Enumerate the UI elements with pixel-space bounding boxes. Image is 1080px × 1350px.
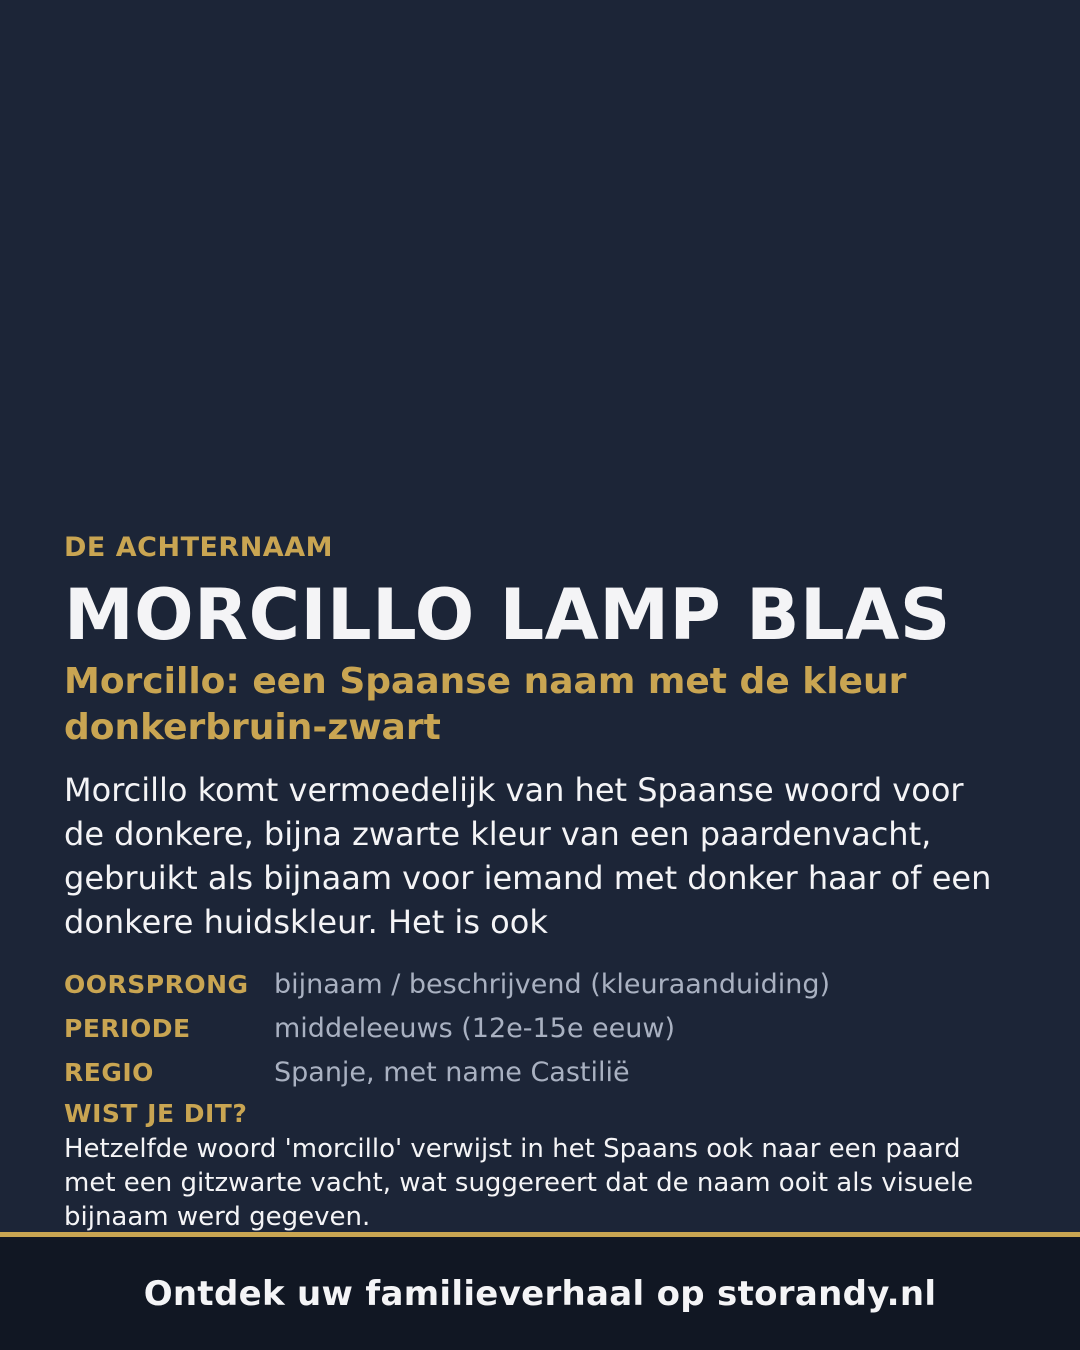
eyebrow-label: DE ACHTERNAAM [64, 532, 333, 563]
fact-row-region [64, 1050, 1016, 1094]
trivia-text: Hetzelfde woord 'morcillo' verwijst in het Spaans ook naar een paard met een gitzwarte vacht, wat suggereert dat de naam ooit als visuele bijnaam werd gegeven. [64, 1134, 974, 1232]
fact-value: middeleeuws (12e-15e eeuw) [274, 1012, 676, 1044]
fact-row-period [64, 1006, 1016, 1050]
fact-value: bijnaam / beschrijvend (kleuraanduiding) [274, 968, 831, 1000]
fact-label: PERIODE [64, 1013, 191, 1043]
surname-description: Morcillo komt vermoedelijk van het Spaanse woord voor de donkere, bijna zwarte kleur van een paardenvacht, gebruikt als bijnaam voor iemand met donker haar of een donkere huidskleur. Het is ook [64, 771, 992, 941]
surname-title: MORCILLO LAMP BLAS [64, 574, 951, 656]
surname-subtitle: Morcillo: een Spaanse naam met de kleur donkerbruin-zwart [64, 661, 907, 748]
fact-label: OORSPRONG [64, 969, 249, 999]
fact-value: Spanje, met name Castilië [274, 1056, 630, 1088]
footer-banner [0, 1232, 1080, 1350]
footer-cta[interactable]: Ontdek uw familieverhaal op storandy.nl [143, 1273, 937, 1314]
trivia-heading: WIST JE DIT? [64, 1099, 248, 1128]
facts-list [64, 962, 1016, 1094]
fact-label: REGIO [64, 1057, 154, 1087]
fact-row-origin [64, 962, 1016, 1006]
